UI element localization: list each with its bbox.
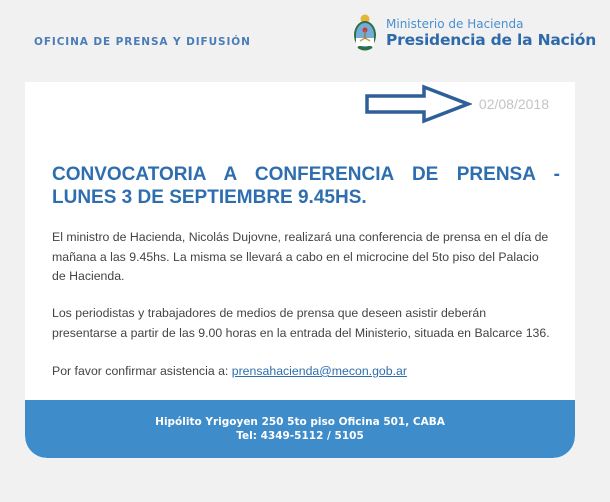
paragraph-announcement: El ministro de Hacienda, Nicolás Dujovne, realizará una conferencia de prensa en el día de mañana a las 9.45hs. La misma se llevará a cabo en el microcine del 5to piso del Palacio de Hacienda. [52,230,549,283]
footer-phone: Tel: 4349-5112 / 5105 [236,430,364,442]
release-title: CONVOCATORIA A CONFERENCIA DE PRENSA - LUNES 3 DE SEPTIEMBRE 9.45HS. [52,164,560,208]
ministry-logo [352,13,596,53]
paragraph-confirmation [52,362,552,382]
confirm-label: Por favor confirmar asistencia a: [52,364,232,378]
presidency-name: Presidencia de la Nación [386,30,597,49]
right-arrow-icon [364,84,472,124]
release-date: 02/08/2018 [478,96,549,112]
footer-contact [25,400,575,458]
office-name: OFICINA DE PRENSA Y DIFUSIÓN [34,36,251,48]
email-link[interactable]: prensahacienda@mecon.gob.ar [231,364,407,378]
paragraph-access-info: Los periodistas y trabajadores de medios de prensa que deseen asistir deberán presentarse a partir de las 9.00 horas en la entrada del Ministerio, situada en Balcarce 136. [52,306,550,340]
ministry-name: Ministerio de Hacienda [386,16,524,31]
footer-address: Hipólito Yrigoyen 250 5to piso Oficina 501, CABA [155,416,445,428]
argentina-coat-of-arms-icon [352,13,378,53]
press-release-card [25,82,575,458]
